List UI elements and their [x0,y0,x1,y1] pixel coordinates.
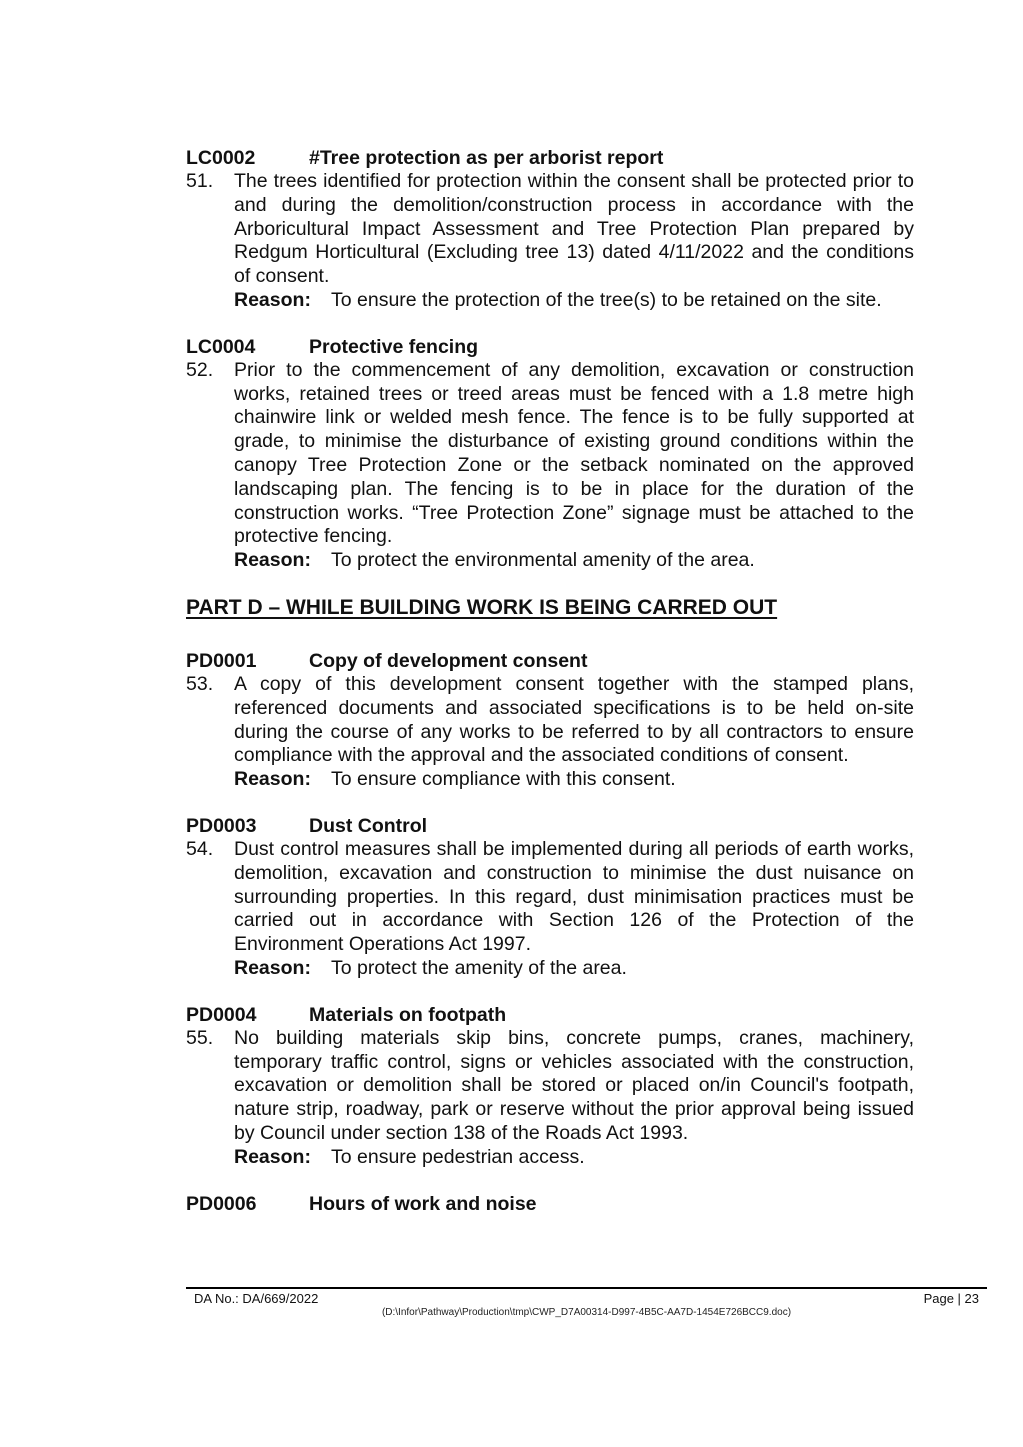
footer-page-number: Page | 23 [923,1291,979,1306]
condition-number: 53. [186,672,214,695]
reason-label: Reason: [234,1145,311,1168]
condition-item [186,170,914,313]
condition-item [186,838,914,981]
page-footer [186,1287,987,1318]
condition-code: PD0006 [186,1192,257,1215]
footer-da-number: DA No.: DA/669/2022 [194,1291,319,1306]
condition-title: Materials on footpath [309,1003,507,1026]
condition-code: PD0001 [186,649,257,672]
condition-reason [234,549,914,573]
condition-title: Protective fencing [309,335,479,358]
reason-text: To ensure compliance with this consent. [331,768,676,791]
condition-code: PD0004 [186,1003,257,1026]
page-content [186,146,914,1216]
reason-label: Reason: [234,549,311,572]
condition-code: LC0004 [186,335,256,358]
condition-item [186,359,914,573]
condition-title: Copy of development consent [309,649,588,672]
condition-number: 55. [186,1026,214,1049]
condition-block [186,146,914,313]
reason-text: To protect the amenity of the area. [331,956,627,979]
condition-text: Prior to the commencement of any demolition, excavation or construction works, retained trees or treed areas must be fenced with a 1.8 metre high chainwire link or welded mesh fence. The fence is to be fully supported at grade, to minimise the disturbance of existing ground conditions within the canopy Tree Protection Zone or the setback nominated on the approved landscaping plan. The fencing is to be in place for the duration of the construction works. “Tree Protection Zone” signage must be attached to the protective fencing. [234,358,914,548]
condition-text: The trees identified for protection within the consent shall be protected prior to and during the demolition/construction process in accordance with the Arboricultural Impact Assessment and Tree Protection Plan prepared by Redgum Horticultural (Excluding tree 13) dated 4/11/2022 and the conditions of consent. [234,170,914,288]
condition-title: Dust Control [309,814,428,837]
condition-heading [186,649,914,673]
condition-reason [234,289,914,313]
condition-item [186,673,914,792]
condition-title: Hours of work and noise [309,1192,537,1215]
reason-label: Reason: [234,288,311,311]
condition-heading [186,1003,914,1027]
condition-number: 54. [186,837,214,860]
condition-code: PD0003 [186,814,257,837]
condition-block [186,814,914,981]
reason-label: Reason: [234,956,311,979]
condition-text: Dust control measures shall be implemented during all periods of earth works, demolition, excavation and construction to minimise the dust nuisance on surrounding properties. In this regard, dust minimisation practices must be carried out in accordance with Section 126 of the Protection of the Environment Operations Act 1997. [234,837,914,956]
condition-item [186,1027,914,1170]
condition-code: LC0002 [186,147,256,169]
condition-reason [234,957,914,981]
condition-heading [186,1192,914,1216]
reason-text: To protect the environmental amenity of the area. [331,549,755,572]
reason-text: To ensure pedestrian access. [331,1145,585,1168]
condition-block [186,649,914,792]
condition-block [186,335,914,573]
condition-reason [234,1146,914,1170]
part-heading: PART D – WHILE BUILDING WORK IS BEING CARRED OUT [186,595,778,619]
condition-heading [186,814,914,838]
footer-file-path: (D:\Infor\Pathway\Production\tmp\CWP_D7A00314-D997-4B5C-AA7D-1454E726BCC9.doc) [381,1307,792,1318]
condition-title: #Tree protection as per arborist report [309,147,664,169]
condition-text: A copy of this development consent together with the stamped plans, referenced documents and associated specifications is to be held on-site during the course of any works to be referred to by all contractors to ensure compliance with the approval and the associated conditions of consent. [234,672,914,767]
reason-label: Reason: [234,768,311,791]
condition-heading [186,146,914,170]
condition-block [186,1003,914,1170]
condition-heading [186,335,914,359]
condition-number: 51. [186,170,214,192]
condition-number: 52. [186,358,214,381]
condition-text: No building materials skip bins, concrete pumps, cranes, machinery, temporary traffic control, signs or vehicles associated with the construction, excavation or demolition shall be stored or placed on/in Council's footpath, nature strip, roadway, park or reserve without the prior approval being issued by Council under section 138 of the Roads Act 1993. [234,1026,914,1144]
reason-text: To ensure the protection of the tree(s) to be retained on the site. [331,288,882,311]
condition-reason [234,768,914,792]
